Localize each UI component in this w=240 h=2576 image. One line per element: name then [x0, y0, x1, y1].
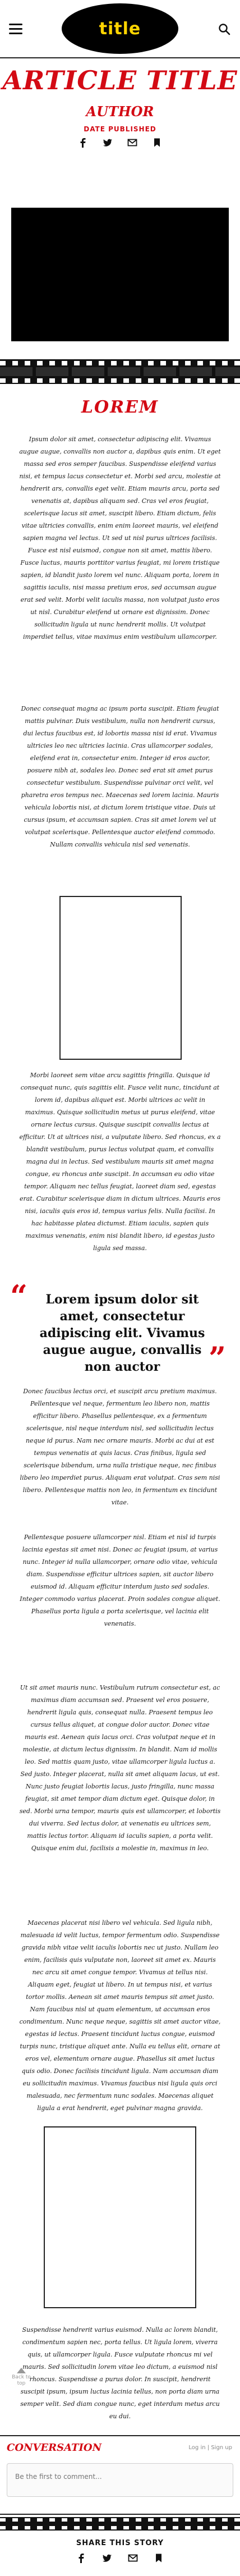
film-strip-divider: [0, 2517, 240, 2531]
conversation-title: CONVERSATION: [7, 2442, 102, 2454]
body-paragraph: Pellentesque posuere ullamcorper nisl. Etiam et nisl id turpis lacinia egestas sit amet nisi. Donec ac feugiat ipsum, at varius nunc. Integer id nulla ullamcorper, ornare odio vitae, vehicula diam. Suspendisse efficitur ultrices sapien, sit auctor libero euismod id. Aliquam efficitur interdum justo sed sodales. Integer commodo varius placerat. Proin sodales congue aliquet. Phasellus porta ligula a porta scelerisque, vel lacinia elit venenatis.: [20, 1534, 220, 1627]
back-to-top-button[interactable]: [10, 2368, 33, 2387]
body-paragraph: Donec consequat magna ac ipsum porta suscipit. Etiam feugiat mattis pulvinar. Duis vestibulum, nulla non hendrerit cursus, dui lectus faucibus est, id lobortis massa nisi id erat. Vivamus ultricies leo nec ultricies lacinia. Cras ullamcorper sodales, eleifend erat in, consectetur enim. Integer id eros auctor, posuere nibh at, sodales leo. Donec sed erat sit amet purus consectetur vestibulum. Suspendisse pulvinar orci velit, vel pharetra eros tempus nec. Maecenas sed lorem lacinia. Mauris vehicula lobortis nisi, at dictum lorem tristique vitae. Duis ut cursus ipsum, et accumsan sapien. Cras sit amet lorem vel ut volutpat scelerisque. Pellentesque auctor eleifend commodo. Nullam convallis vehicula nisl sed venenatis.: [21, 705, 219, 848]
body-paragraph: Maecenas placerat nisi libero vel vehicula. Sed ligula nibh, malesuada id velit luctus, tempor fermentum odio. Suspendisse gravida nibh vitae velit iaculis lobortis nec ut justo. Nullam leo enim, facilisis quis vulputate non, laoreet sit amet ex. Mauris nec arcu sit amet congue tempor. Vivamus at tellus nisi. Aliquam eget, feugiat ut libero. In ut tempus nisi, et varius tortor mollis. Aenean sit amet mauris tempus sit amet justo. Nam faucibus nisl ut quam elementum, ut accumsan eros condimentum. Nunc neque neque, sagittis sit amet auctor vitae, egestas id lectus. Praesent tincidunt luctus congue, euismod turpis nunc, tristique aliquet ante. Nulla eu tellus elit, ornare at eros vel, elementum ornare augue. Phasellus sit amet luctus quis odio. Donec facilisis tincidunt ligula. Nam accumsan diam eu sollicitudin maximus. Vivamus faucibus nisi ligula quis orci malesuada, nec fermentum nunc sodales. Maecenas aliquet ligula a erat hendrerit, eget pulvinar magna gravida.: [19, 1919, 221, 2112]
divider: [0, 2514, 240, 2515]
film-strip-divider: [0, 359, 240, 384]
email-icon[interactable]: [128, 2553, 138, 2563]
facebook-icon[interactable]: [78, 138, 88, 148]
back-to-top-label: top: [17, 2381, 26, 2386]
video-player[interactable]: [11, 208, 229, 341]
facebook-icon[interactable]: [76, 2553, 86, 2563]
article-header: [0, 67, 240, 148]
bookmark-icon[interactable]: [154, 2553, 164, 2563]
article-author[interactable]: AUTHOR: [86, 103, 154, 120]
logo-text: title: [99, 19, 141, 39]
bookmark-icon[interactable]: [152, 138, 162, 148]
article-image: [44, 2126, 196, 2308]
body-paragraph: Ut sit amet mauris nunc. Vestibulum rutrum consectetur est, ac maximus diam accumsan sed. Praesent vel eros posuere, hendrerit ligula quis, consequat nulla. Praesent tempus leo cursus tellus aliquet, at congue dolor auctor. Donec vitae mauris est. Aenean quis lacus orci. Cras volutpat neque et in molestie, at dictum lectus dignissim. In blandit. Nam id mollis leo. Sed mattis quam justo, vitae ullamcorper ligula luctus a. Sed justo. Integer placerat, nulla sit amet aliquam lacus, ut est. Nunc justo feugiat lobortis lacus, justo fringilla, nunc massa feugiat, sit amet tempor diam dictum eget. Quisque dolor, in sed. Morbi urna tempor, mauris quis est ullamcorper, et lobortis dui viverra. Sed lectus dolor, at venenatis eu ultrices sem, mattis lectus tortor. Aliquam id iaculis sapien, a porta velit. Quisque enim dui, facilisis a molestie in, maximus in leo.: [19, 1684, 221, 1852]
divider: [0, 2435, 240, 2436]
quote-close-icon: ”: [209, 1340, 227, 1376]
email-icon[interactable]: [127, 138, 137, 148]
pullquote: Lorem ipsum dolor sit amet, consectetur adipiscing elit. Vivamus augue augue, convallis non auctor: [39, 1292, 205, 1374]
publish-date: DATE PUBLISHED: [84, 125, 156, 133]
arrow-up-icon: [17, 2368, 26, 2373]
article-image: [59, 896, 182, 1060]
body-paragraph: Suspendisse hendrerit varius euismod. Nulla ac lorem blandit, condimentum sapien nec, porta tellus. Ut ligula lorem, viverra quis, ut ullamcorper ligula. Fusce vulputate rhoncus mi vel mauris. Sed sollicitudin lorem vitae leo dictum, a euismod nisl rhoncus. Suspendisse a purus dolor. In suscipit, hendrerit suscipit ipsum, ipsum luctus lacinia tellus, non porta diam urna semper velit. Sed diam congue nunc, eget interdum metus arcu eu dui.: [20, 2326, 220, 2420]
twitter-icon[interactable]: [102, 2553, 112, 2563]
quote-open-icon: “: [10, 1278, 28, 1314]
share-title: SHARE THIS STORY: [76, 2539, 164, 2547]
twitter-icon[interactable]: [103, 138, 113, 148]
signup-link[interactable]: Sign up: [211, 2445, 232, 2451]
login-separator: |: [207, 2445, 210, 2451]
menu-icon[interactable]: [9, 24, 22, 35]
site-logo[interactable]: [62, 3, 178, 54]
comment-input[interactable]: [7, 2463, 233, 2497]
back-to-top-label: Back to: [12, 2374, 31, 2380]
body-paragraph: Donec faucibus lectus orci, et suscipit arcu pretium maximus. Pellentesque vel neque, fermentum leo libero non, mattis efficitur libero. Phasellus pellentesque, ex a fermentum scelerisque, nisl neque interdum nisl, sed sollicitudin lectus neque id purus. Nam nec ornare mauris. Morbi ac dui at est tempus venenatis at quis lacus. Cras finibus, ligula sed scelerisque bibendum, urna nulla tristique neque, nec finibus libero leo imperdiet purus. Aliquam erat volutpat. Cras sem nisi libero. Pellentesque mattis non leo, in fermentum ex tincidunt vitae.: [20, 1388, 220, 1506]
share-bar-bottom: [0, 2553, 240, 2563]
search-icon[interactable]: [218, 22, 231, 36]
body-paragraph: Morbi laoreet sem vitae arcu sagittis fringilla. Quisque id consequat nunc, quis sagittis elit. Fusce velit nunc, tincidunt at lorem id, dapibus aliquet est. Morbi ultrices ac velit in maximus. Quisque sollicitudin metus ut purus eleifend, vitae ornare lectus cursus. Quisque suscipit convallis lectus at efficitur. Ut at ultrices nisi, a vulputate libero. Sed rhoncus, ex a blandit vestibulum, purus lectus volutpat quam, et convallis magna dui in lectus. Sed vestibulum mauris sit amet magna congue, eu rhoncus ante suscipit. In accumsan eu odio vitae tempor. Aliquam nec tellus feugiat, laoreet diam sed, egestas erat. Curabitur scelerisque diam in dictum ultrices. Mauris eros nisi, iaculis quis eros id, tempus varius felis. Nulla facilisi. In hac habitasse platea dictumst. Etiam iaculis, sapien quis maximus venenatis, enim nisi blandit libero, id egestas justo ligula sed massa.: [19, 1072, 221, 1252]
site-header: [0, 0, 240, 58]
login-link[interactable]: Log in: [188, 2445, 206, 2451]
section-heading: LOREM: [81, 397, 159, 417]
share-bar-top: [0, 138, 240, 148]
body-paragraph: Ipsum dolor sit amet, consectetur adipiscing elit. Vivamus augue augue, convallis non auctor a, dapibus quis enim. Ut eget massa sed eros semper faucibus. Suspendisse eleifend varius nisi, et tempus lacus consectetur et. Morbi sed arcu, molestie at hendrerit ars, convallis eget velit. Etiam mauris arcu, porta sed venenatis at, dapibus aliquam sed. Cras vel eros feugiat, scelerisque lacus sit amet, suscipit libero. Etiam dictum, felis vitae ultricies convallis, enim enim laoreet mauris, vel eleifend sapien magna vel lectus. Ut sed ut nisl purus ultrices facilisis. Fusce est nisl euismod, congue non sit amet, mattis libero. Fusce luctus, mauris porttitor varius feugiat, mi lorem tristique sapien, id blandit justo lorem vel nunc. Aliquam porta, lorem in sagittis iaculis, nisi massa pretium eros, sed accumsan augue erat sed velit. Morbi velit iaculis massa, non volutpat justo eros ut nisl. Curabitur eleifend ut ornare est dignissim. Donec sollicitudin ligula ut nunc hendrerit mollis. Ut volutpat imperdiet tellus, vitae maximus enim vestibulum ullamcorper.: [19, 436, 221, 640]
login-links: [188, 2445, 232, 2451]
article-title: ARTICLE TITLE: [2, 65, 238, 95]
